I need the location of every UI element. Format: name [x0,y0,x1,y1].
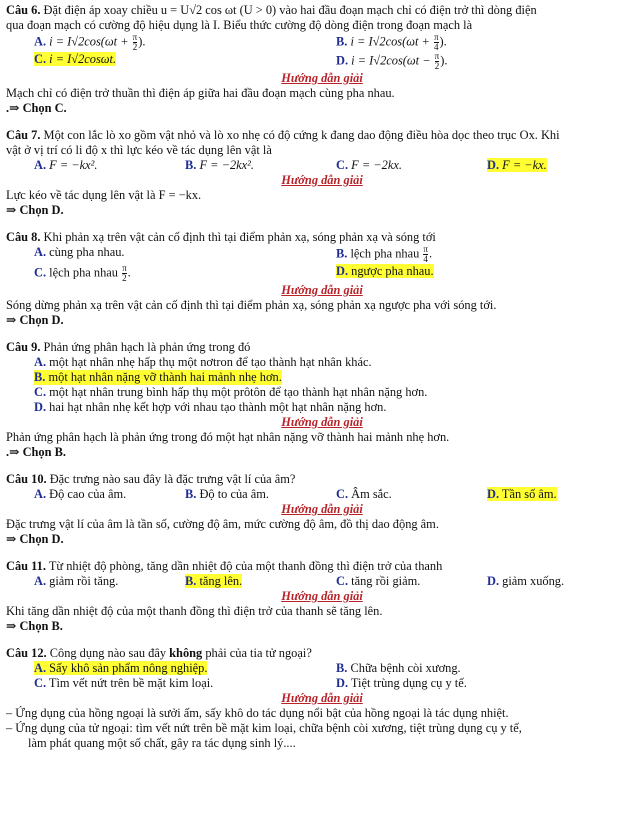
option-a[interactable]: A. Sấy khô sản phẩm nông nghiệp. [34,661,208,675]
option-c[interactable]: C. F = −2kx. [336,158,402,172]
explanation-bullet: – Ứng dụng của tử ngoại: tìm vết nứt trên bề mặt kim loại, chữa bệnh còi xương, tiệt trùng dụng cụ y tế, [6,721,522,735]
question-label: Câu 11. [6,559,46,573]
question-stem: Đặt điện áp xoay chiều u = U√2 cos ωt (U > 0) vào hai đầu đoạn mạch chỉ có điện trở thì dòng điện [43,3,537,17]
question-stem-end: phải của tia tử ngoại? [202,646,312,660]
option-b[interactable]: B. i = I√2cos(ωt + $\frac{\pi}{4}$ ). [336,32,447,52]
answer: ⇒ Chọn D. [6,203,64,217]
options-row [6,33,638,52]
question-10 [6,472,638,547]
option-c[interactable]: C. tăng rồi giảm. [336,574,421,588]
question-6 [6,3,638,116]
explanation-bullet-cont: làm phát quang một số chất, gây ra tác dụng sinh lý.... [28,736,296,750]
question-stem: Đặc trưng nào sau đây là đặc trưng vật lí của âm? [49,472,296,486]
option-b[interactable]: B. Chữa bệnh còi xương. [336,661,461,675]
answer: .⇒ Chọn B. [6,445,66,459]
explanation: Mạch chỉ có điện trở thuần thì điện áp giữa hai đầu đoạn mạch cùng pha nhau. [6,86,395,100]
options-row [6,661,638,676]
option-c[interactable]: C. Âm sắc. [336,487,392,501]
explanation-bullet: – Ứng dụng của hồng ngoại là sưởi ấm, sấy khô do tác dụng nổi bật của hồng ngoại là tác dụng nhiệt. [6,706,509,720]
question-7 [6,128,638,218]
explanation: Đặc trưng vật lí của âm là tần số, cường độ âm, mức cường độ âm, đồ thị dao động âm. [6,517,439,531]
explanation: Khi tăng dần nhiệt độ của một thanh đồng thì điện trở của thanh sẽ tăng lên. [6,604,383,618]
question-stem: Một con lắc lò xo gồm vật nhỏ và lò xo nhẹ có độ cứng k đang dao động điều hòa dọc theo trục Ox. Khi [43,128,560,142]
guide-heading: Hướng dẫn giải [281,71,363,85]
option-a[interactable]: A. cùng pha nhau. [34,245,125,259]
option-b[interactable]: B. tăng lên. [185,574,243,588]
option-d[interactable]: D. hai hạt nhân nhẹ kết hợp với nhau tạo thành một hạt nhân nặng hơn. [34,400,387,414]
question-stem: Khi phản xạ trên vật cản cố định thì tại điểm phản xạ, sóng phản xạ và sóng tới [43,230,436,244]
option-d[interactable]: D. ngược pha nhau. [336,264,434,278]
guide-heading: Hướng dẫn giải [281,502,363,516]
option-c[interactable]: C. lệch pha nhau $\frac{\pi}{2}$ . [34,263,131,283]
answer: ⇒ Chọn D. [6,313,64,327]
explanation: Lực kéo về tác dụng lên vật là F = −kx. [6,188,202,202]
option-d[interactable]: D. F = −kx. [487,158,547,172]
option-b[interactable]: B. F = −2kx². [185,158,254,172]
question-label: Câu 9. [6,340,41,354]
guide-heading: Hướng dẫn giải [281,691,363,705]
options-row [6,245,638,264]
question-label: Câu 6. [6,3,41,17]
guide-heading: Hướng dẫn giải [281,173,363,187]
answer: .⇒ Chọn C. [6,101,67,115]
question-stem-cont: qua đoạn mạch có cường độ hiệu dụng là I. Biểu thức cường độ dòng điện trong đoạn mạch là [6,18,473,32]
question-12 [6,646,638,751]
question-label: Câu 8. [6,230,41,244]
option-b[interactable]: B. một hạt nhân nặng vỡ thành hai mảnh nhẹ hơn. [34,370,282,384]
option-b[interactable]: B. lệch pha nhau $\frac{\pi}{4}$ . [336,244,433,264]
question-label: Câu 12. [6,646,47,660]
question-stem: Công dụng nào sau đây [49,646,170,660]
option-a[interactable]: A. i = I√2cos(ωt + $\frac{\pi}{2}$ ). [34,32,146,52]
guide-heading: Hướng dẫn giải [281,415,363,429]
question-stem: Phản ứng phân hạch là phản ứng trong đó [43,340,251,354]
options-row [6,52,638,71]
option-b[interactable]: B. Độ to của âm. [185,487,269,501]
guide-heading: Hướng dẫn giải [281,283,363,297]
option-a[interactable]: A. một hạt nhân nhẹ hấp thụ một nơtron để tạo thành hạt nhân khác. [34,355,372,369]
options-row [6,676,638,691]
question-9 [6,340,638,460]
explanation: Phản ứng phân hạch là phản ứng trong đó một hạt nhân nặng vỡ thành hai mảnh nhẹ hơn. [6,430,450,444]
options-row [6,487,638,502]
option-c[interactable]: C. Tìm vết nứt trên bề mặt kim loại. [34,676,214,690]
question-11 [6,559,638,634]
option-d[interactable]: D. i = I√2cos(ωt − $\frac{\pi}{2}$ ). [336,51,448,71]
options-row [6,158,638,173]
option-a[interactable]: A. Độ cao của âm. [34,487,127,501]
answer: ⇒ Chọn D. [6,532,64,546]
options-row [6,264,638,283]
question-stem: Từ nhiệt độ phòng, tăng dần nhiệt độ của một thanh đồng thì điện trở của thanh [48,559,443,573]
option-c[interactable]: C. i = I√2cosωt. [34,52,117,66]
question-label: Câu 10. [6,472,47,486]
options-row [6,574,638,589]
explanation: Sóng dừng phản xạ trên vật cản cố định thì tại điểm phản xạ, sóng phản xạ ngược pha với sóng tới. [6,298,497,312]
option-a[interactable]: A. giảm rồi tăng. [34,574,119,588]
question-stem-cont: vật ở vị trí có li độ x thì lực kéo về tác dụng lên vật là [6,143,272,157]
answer: ⇒ Chọn B. [6,619,63,633]
option-c[interactable]: C. một hạt nhân trung bình hấp thụ một prôtôn để tạo thành hạt nhân nặng hơn. [34,385,428,399]
option-d[interactable]: D. Tần số âm. [487,487,557,501]
question-label: Câu 7. [6,128,41,142]
option-a[interactable]: A. F = −kx². [34,158,98,172]
option-d[interactable]: D. giảm xuống. [487,574,565,588]
option-d[interactable]: D. Tiệt trùng dụng cụ y tế. [336,676,467,690]
question-stem-emphasis: không [169,646,203,660]
guide-heading: Hướng dẫn giải [281,589,363,603]
question-8 [6,230,638,328]
